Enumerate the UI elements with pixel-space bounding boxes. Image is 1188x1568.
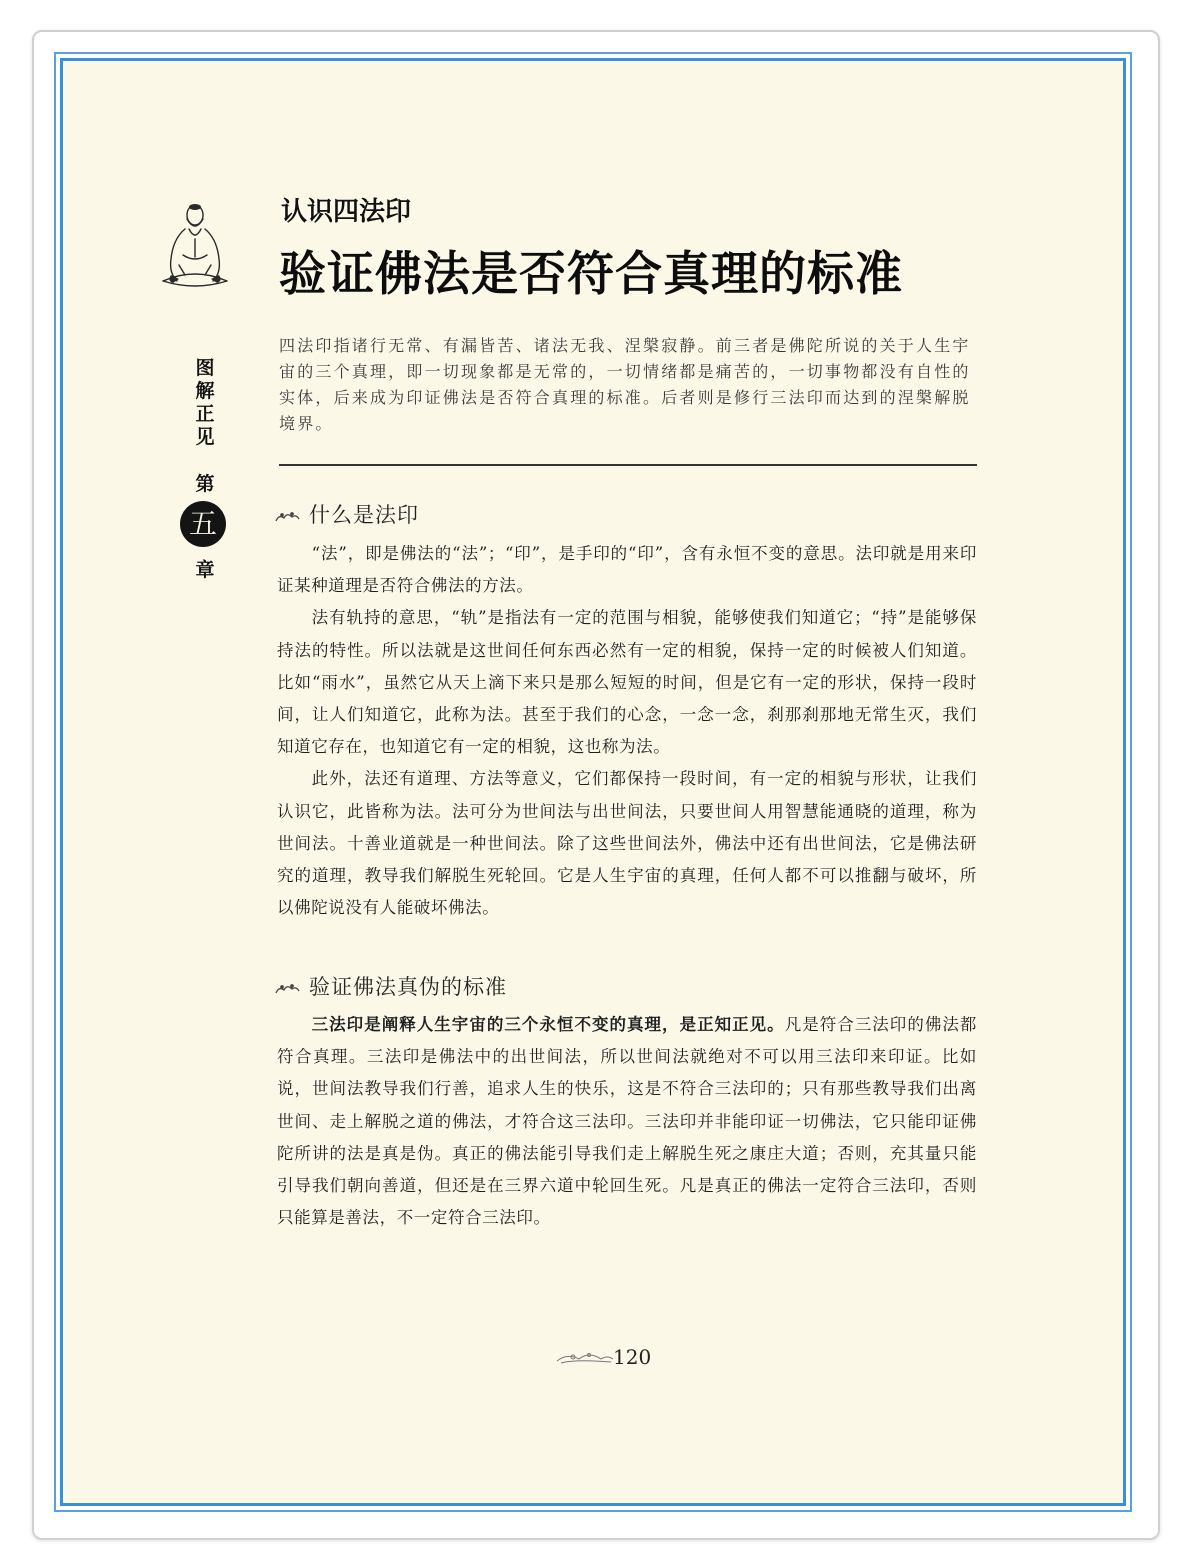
page-number: 120 bbox=[613, 1345, 652, 1369]
section-heading-text: 验证佛法真伪的标准 bbox=[309, 975, 507, 999]
chapter-label: 第 bbox=[195, 473, 215, 495]
section-heading-1 bbox=[273, 499, 973, 529]
book-title-char: 解 bbox=[195, 380, 215, 402]
book-title-char: 正 bbox=[195, 403, 215, 425]
monk-illustration-icon bbox=[149, 195, 241, 295]
paragraph-rest: 凡是符合三法印的佛法都符合真理。三法印是佛法中的出世间法，所以世间法就绝对不可以用三法印来印证。比如说，世间法教导我们行善，追求人生的快乐，这是不符合三法印的；只有那些教导我们出离世间、走上解脱之道的佛法，才符合这三法印。三法印并非能印证一切佛法，它只能印证佛陀所讲的法是真是伪。真正的佛法能引导我们走上解脱生死之康庄大道；否则，充其量只能引导我们朝向善道，但还是在三界六道中轮回生死。凡是真正的佛法一定符合三法印，否则只能算是善法，不一定符合三法印。 bbox=[277, 1015, 977, 1228]
intro-paragraph: 四法印指诸行无常、有漏皆苦、诸法无我、涅槃寂静。前三者是佛陀所说的关于人生宇宙的三个真理，即一切现象都是无常的，一切情绪都是痛苦的，一切事物都没有自性的实体，后来成为印证佛法是否符合真理的标准。后者则是修行三法印而达到的涅槃解脱境界。 bbox=[279, 336, 971, 433]
cloud-ornament-icon bbox=[273, 509, 303, 525]
book-title-vertical bbox=[188, 357, 222, 449]
page-title: 验证佛法是否符合真理的标准 bbox=[279, 247, 903, 302]
body-paragraph: 法有轨持的意思，“轨”是指法有一定的范围与相貌，能够使我们知道它；“持”是能够保持法的特性。所以法就是这世间任何东西必然有一定的相貌，保持一定的时候被人们知道。比如“雨水”，虽然它从天上滴下来只是那么短短的时间，但是它有一定的形状，保持一段时间，让人们知道它，此称为法。甚至于我们的心念，一念一念，刹那刹那地无常生灭，我们知道它存在，也知道它有一定的相貌，这也称为法。 bbox=[277, 608, 977, 757]
book-title-char: 图 bbox=[195, 357, 215, 379]
section-1-body bbox=[277, 538, 977, 924]
cloud-ornament-icon bbox=[273, 981, 303, 997]
body-paragraph: 此外，法还有道理、方法等意义，它们都保持一段时间，有一定的相貌与形状，让我们认识它，此皆称为法。法可分为世间法与出世间法，只要世间人用智慧能通晓的道理，称为世间法。十善业道就是一种世间法。除了这些世间法外，佛法中还有出世间法，它是佛法研究的道理，教导我们解脱生死轮回。它是人生宇宙的真理，任何人都不可以推翻与破坏，所以佛陀说没有人能破坏佛法。 bbox=[277, 769, 977, 918]
section-heading-2 bbox=[273, 971, 973, 1001]
section-kicker: 认识四法印 bbox=[281, 197, 412, 227]
chapter-suffix: 章 bbox=[195, 559, 215, 581]
book-title-char: 见 bbox=[195, 426, 215, 448]
section-2-body bbox=[277, 1009, 977, 1234]
section-heading-text: 什么是法印 bbox=[309, 503, 419, 527]
body-paragraph bbox=[277, 1009, 977, 1234]
book-page bbox=[60, 58, 1126, 1506]
bold-lead-sentence: 三法印是阐释人生宇宙的三个永恒不变的真理，是正知正见。 bbox=[311, 1015, 785, 1034]
body-paragraph: “法”，即是佛法的“法”；“印”，是手印的“印”，含有永恒不变的意思。法印就是用来印证某种道理是否符合佛法的方法。 bbox=[277, 544, 977, 596]
chapter-number-badge: 五 bbox=[180, 501, 226, 547]
divider-rule bbox=[279, 464, 977, 466]
